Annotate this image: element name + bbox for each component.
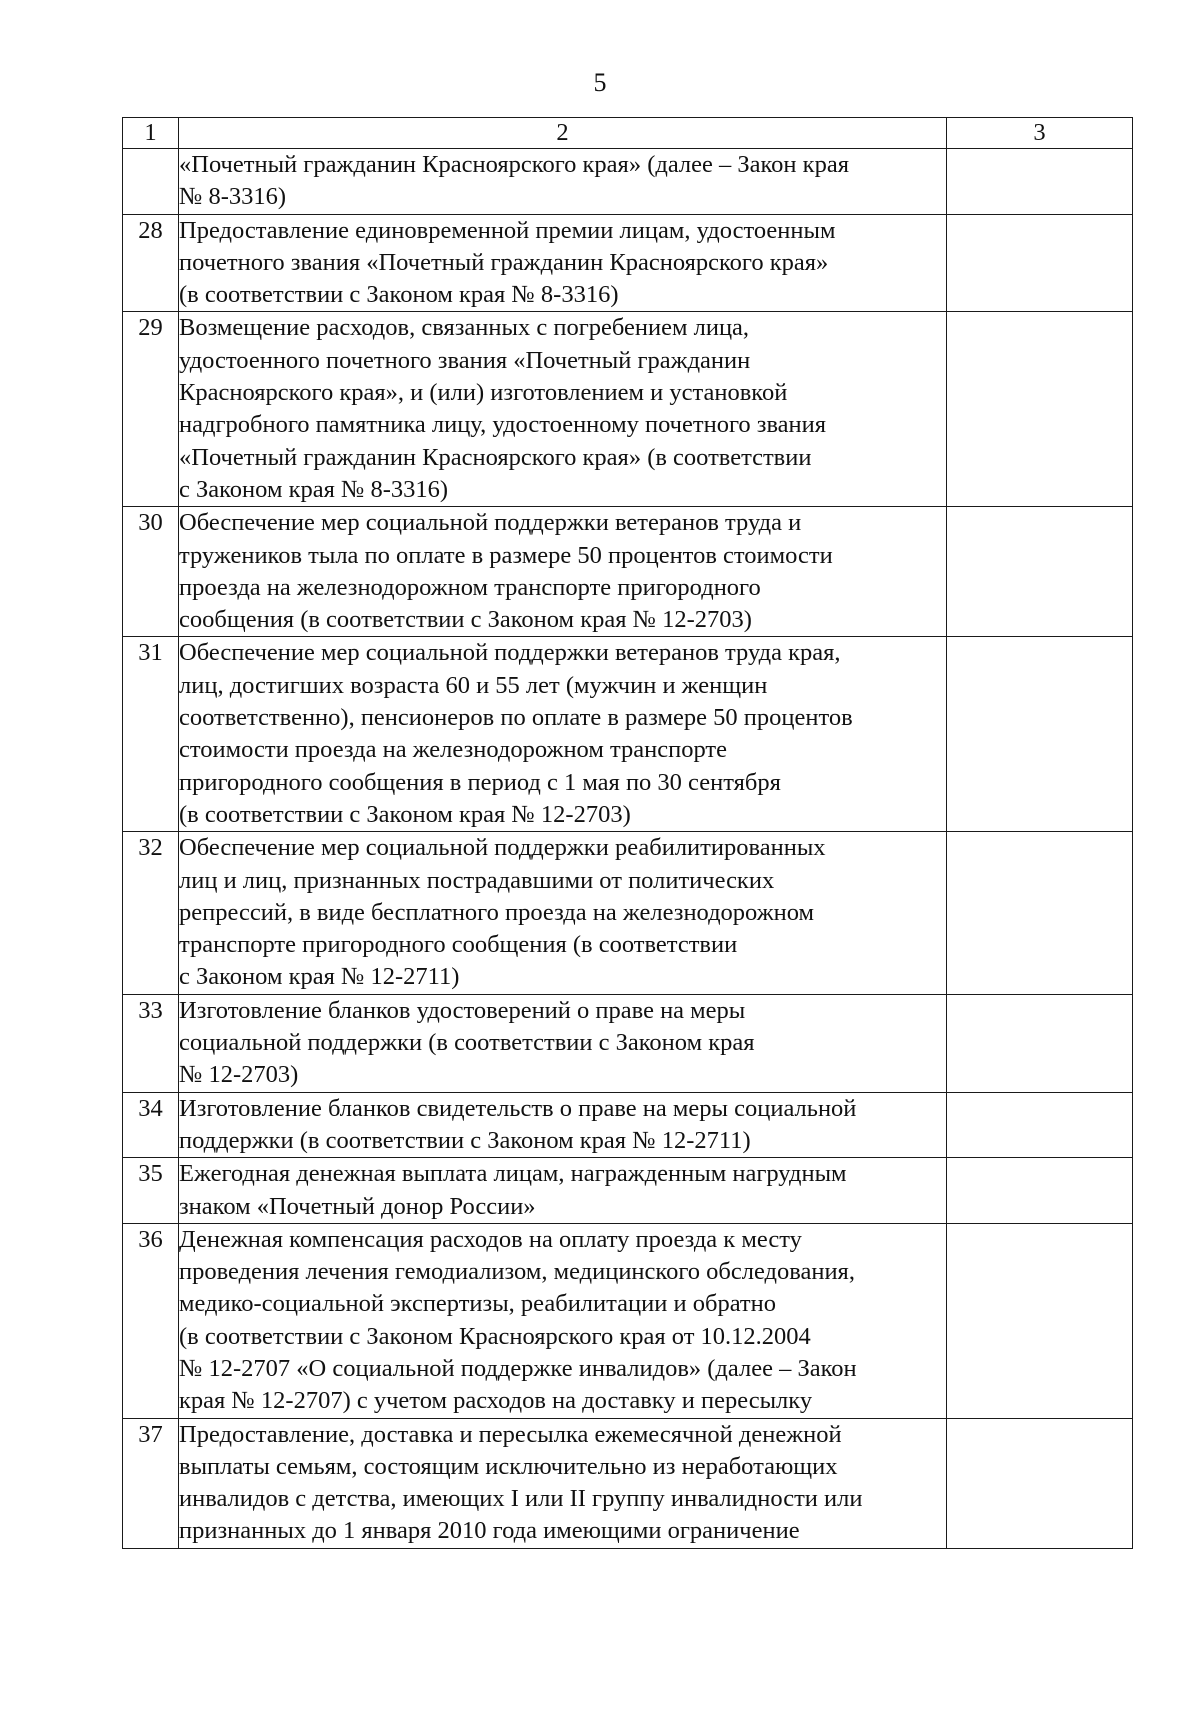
row-number: 31 [123,637,179,832]
row-column-3 [947,1223,1133,1418]
description-line: Обеспечение мер социальной поддержки ветеранов труда края, [179,639,841,667]
table-row [123,1092,1133,1158]
description-line: края № 12-2707) с учетом расходов на доставку и пересылку [179,1387,813,1415]
row-description [179,832,947,994]
row-description [179,149,947,215]
description-line: Обеспечение мер социальной поддержки реабилитированных [179,834,826,862]
description-line: пригородного сообщения в период с 1 мая по 30 сентября [179,768,781,796]
row-description [179,994,947,1092]
row-number: 36 [123,1223,179,1418]
row-description [179,312,947,507]
description-line: медико-социальной экспертизы, реабилитации и обратно [179,1290,776,1318]
row-column-3 [947,994,1133,1092]
description-line: инвалидов с детства, имеющих I или II группу инвалидности или [179,1485,863,1513]
row-number: 33 [123,994,179,1092]
description-line: сообщения (в соответствии с Законом края № 12-2703) [179,606,752,634]
description-line: (в соответствии с Законом края № 12-2703) [179,800,631,828]
table-body [123,149,1133,1549]
row-description [179,1158,947,1224]
row-number: 30 [123,507,179,637]
column-header-1: 1 [123,118,179,149]
row-number: 32 [123,832,179,994]
table-row [123,1418,1133,1548]
column-header-3: 3 [947,118,1133,149]
row-column-3 [947,1418,1133,1548]
description-line: удостоенного почетного звания «Почетный гражданин [179,346,751,374]
column-header-2: 2 [179,118,947,149]
row-description [179,507,947,637]
table-header-row [123,118,1133,149]
row-number: 35 [123,1158,179,1224]
description-line: с Законом края № 8-3316) [179,475,449,503]
row-description [179,1418,947,1548]
description-line: Изготовление бланков удостоверений о праве на меры [179,996,746,1024]
description-line: лиц и лиц, признанных пострадавшими от политических [179,866,775,894]
description-line: соответственно), пенсионеров по оплате в размере 50 процентов [179,704,853,732]
table-row [123,1158,1133,1224]
page-number: 5 [593,68,607,97]
document-table [122,117,1133,1549]
description-line: Изготовление бланков свидетельств о праве на меры социальной [179,1094,857,1122]
description-line: стоимости проезда на железнодорожном транспорте [179,736,727,764]
description-line: надгробного памятника лицу, удостоенному почетного звания [179,411,827,439]
description-line: № 8-3316) [179,183,287,211]
description-line: (в соответствии с Законом Красноярского края от 10.12.2004 [179,1322,811,1350]
table-row [123,312,1133,507]
table-row [123,1223,1133,1418]
description-line: Предоставление единовременной премии лицам, удостоенным [179,216,836,244]
description-line: (в соответствии с Законом края № 8-3316) [179,281,619,309]
row-number: 34 [123,1092,179,1158]
description-line: выплаты семьям, состоящим исключительно из неработающих [179,1452,838,1480]
description-line: поддержки (в соответствии с Законом края № 12-2711) [179,1126,751,1154]
row-column-3 [947,1158,1133,1224]
row-number: 28 [123,214,179,312]
description-line: Предоставление, доставка и пересылка ежемесячной денежной [179,1420,842,1448]
description-line: проезда на железнодорожном транспорте пригородного [179,573,761,601]
table-row [123,214,1133,312]
row-description [179,214,947,312]
description-line: Возмещение расходов, связанных с погребением лица, [179,314,750,342]
row-column-3 [947,312,1133,507]
table-row [123,507,1133,637]
description-line: знаком «Почетный донор России» [179,1192,536,1220]
row-description [179,1092,947,1158]
row-description [179,1223,947,1418]
table-row [123,832,1133,994]
table-row [123,149,1133,215]
description-line: с Законом края № 12-2711) [179,963,460,991]
description-line: Обеспечение мер социальной поддержки ветеранов труда и [179,509,802,537]
row-number [123,149,179,215]
description-line: тружеников тыла по оплате в размере 50 процентов стоимости [179,541,833,569]
description-line: признанных до 1 января 2010 года имеющими ограничение [179,1517,800,1545]
row-column-3 [947,637,1133,832]
row-number: 29 [123,312,179,507]
row-column-3 [947,149,1133,215]
table-row [123,994,1133,1092]
description-line: почетного звания «Почетный гражданин Красноярского края» [179,248,829,276]
row-column-3 [947,214,1133,312]
description-line: «Почетный гражданин Красноярского края» (далее – Закон края [179,151,849,178]
description-line: «Почетный гражданин Красноярского края» (в соответствии [179,443,812,471]
description-line: репрессий, в виде бесплатного проезда на железнодорожном [179,898,815,926]
description-line: Денежная компенсация расходов на оплату проезда к месту [179,1225,802,1253]
row-column-3 [947,832,1133,994]
table-row [123,637,1133,832]
description-line: проведения лечения гемодиализом, медицинского обследования, [179,1258,855,1286]
row-column-3 [947,1092,1133,1158]
row-column-3 [947,507,1133,637]
description-line: социальной поддержки (в соответствии с Законом края [179,1029,755,1057]
description-line: № 12-2707 «О социальной поддержке инвалидов» (далее – Закон [179,1354,857,1382]
description-line: Ежегодная денежная выплата лицам, награжденным нагрудным [179,1160,847,1188]
description-line: лиц, достигших возраста 60 и 55 лет (мужчин и женщин [179,671,768,699]
row-description [179,637,947,832]
description-line: № 12-2703) [179,1061,299,1089]
description-line: транспорте пригородного сообщения (в соответствии [179,931,738,959]
description-line: Красноярского края», и (или) изготовлением и установкой [179,379,788,407]
row-number: 37 [123,1418,179,1548]
